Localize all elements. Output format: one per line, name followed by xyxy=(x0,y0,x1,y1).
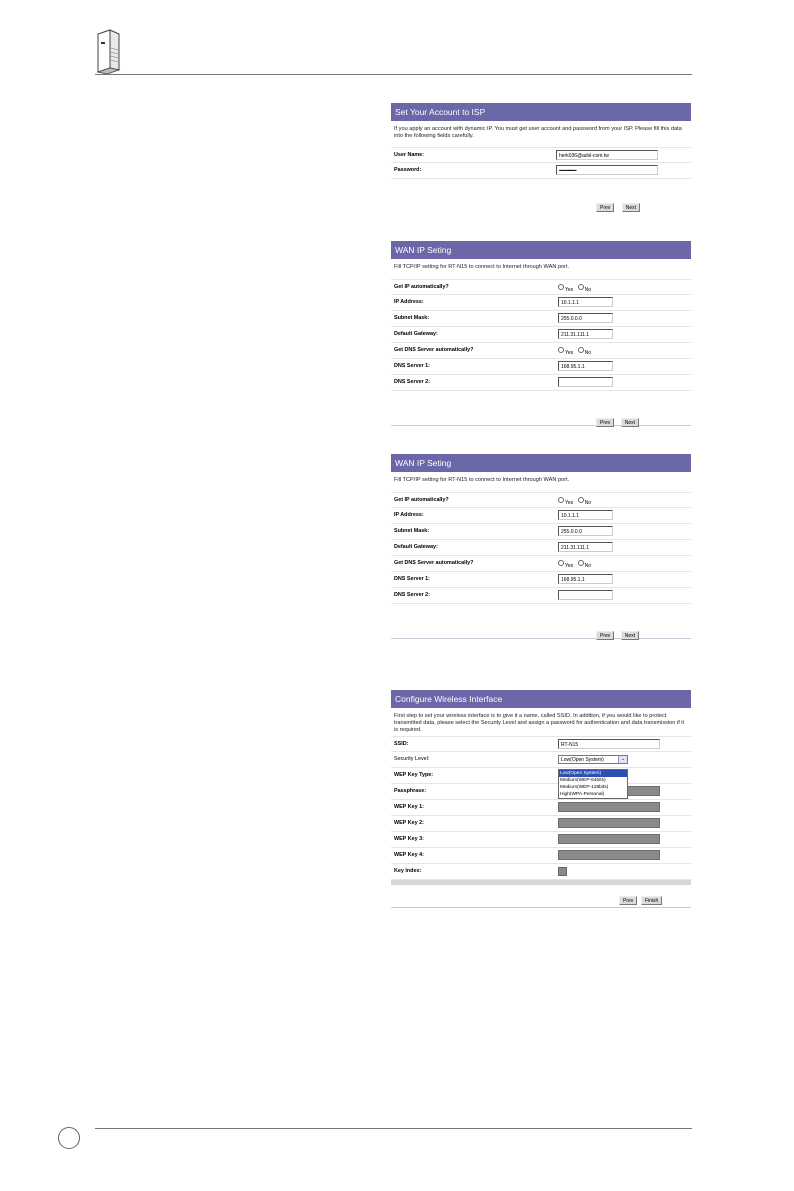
wep-key3-input xyxy=(558,834,660,844)
get-dns-no-radio[interactable]: No xyxy=(578,560,591,569)
radio-icon xyxy=(558,497,564,503)
key-index-select xyxy=(558,867,567,876)
get-ip-label: Get IP automatically? xyxy=(394,497,449,503)
ip-address-label: IP Address: xyxy=(394,512,424,518)
dropdown-option[interactable]: Medium(WEP-128bits) xyxy=(560,785,609,790)
panel-description: If you apply an account with dynamic IP. You must get user account and password from your ISP. Please fill this data into the following fields carefully. xyxy=(394,126,682,139)
subnet-mask-input[interactable]: 255.0.0.0 xyxy=(558,313,613,323)
next-button[interactable]: Next xyxy=(622,203,640,212)
wep-key2-label: WEP Key 2: xyxy=(394,820,424,826)
wan-ip-panel-2 xyxy=(391,454,691,639)
wep-key-type-label: WEP Key Type: xyxy=(394,772,434,778)
wep-key4-row xyxy=(391,848,691,864)
prev-button[interactable]: Prev xyxy=(596,203,614,212)
dns2-row xyxy=(391,375,691,391)
panel-description: First step to set your wireless interface is to give it a name, called SSID. In addition, if you would like to protect transmitted data, please select the Security Level and assign a password for authentication and data transmission if it is required. xyxy=(394,713,685,733)
subnet-mask-row xyxy=(391,524,691,540)
ip-address-row xyxy=(391,295,691,311)
chevron-down-icon[interactable]: ⌄ xyxy=(618,756,627,763)
get-dns-yes-radio[interactable]: Yes xyxy=(558,560,573,569)
dns2-label: DNS Server 2: xyxy=(394,592,430,598)
get-ip-label: Get IP automatically? xyxy=(394,284,449,290)
gateway-input[interactable]: 211.31.111.1 xyxy=(558,542,613,552)
radio-icon xyxy=(578,497,584,503)
username-label: User Name: xyxy=(394,152,424,158)
get-dns-no-radio[interactable]: No xyxy=(578,347,591,356)
username-row xyxy=(391,147,691,163)
radio-icon xyxy=(558,560,564,566)
dns1-label: DNS Server 1: xyxy=(394,576,430,582)
finish-button[interactable]: Finish xyxy=(641,896,662,905)
ip-address-input[interactable]: 10.1.1.1 xyxy=(558,297,613,307)
dns2-input[interactable] xyxy=(558,590,613,600)
get-ip-row xyxy=(391,492,691,508)
wep-key3-row xyxy=(391,832,691,848)
dropdown-option[interactable]: Medium(WEP-64bits) xyxy=(560,778,606,783)
gateway-row xyxy=(391,540,691,556)
gateway-label: Default Gateway: xyxy=(394,544,438,550)
panel-title: WAN IP Seting xyxy=(391,454,691,472)
username-input[interactable]: herk036@adsl-com.tw xyxy=(556,150,658,160)
panel-title: Configure Wireless Interface xyxy=(391,690,691,708)
password-row xyxy=(391,163,691,179)
dns2-row xyxy=(391,588,691,604)
get-dns-row xyxy=(391,343,691,359)
panel-description: Fill TCP/IP setting for RT-N15 to connect to Internet through WAN port. xyxy=(394,477,570,483)
subnet-mask-row xyxy=(391,311,691,327)
wan-ip-panel-1 xyxy=(391,241,691,426)
prev-button[interactable]: Prev xyxy=(596,418,614,427)
dropdown-option[interactable]: High(WPA-Personal) xyxy=(560,792,605,797)
radio-icon xyxy=(578,560,584,566)
passphrase-row xyxy=(391,784,691,800)
key-index-label: Key Index: xyxy=(394,868,422,874)
wep-key4-input xyxy=(558,850,660,860)
ip-address-row xyxy=(391,508,691,524)
radio-icon xyxy=(578,284,584,290)
ssid-label: SSID: xyxy=(394,741,409,747)
header-rule xyxy=(95,74,692,75)
isp-account-panel xyxy=(391,103,691,216)
ssid-input[interactable]: RT-N15 xyxy=(558,739,660,749)
page-number-circle xyxy=(58,1127,80,1149)
ip-address-label: IP Address: xyxy=(394,299,424,305)
prev-button[interactable]: Prev xyxy=(596,631,614,640)
password-label: Password: xyxy=(394,167,422,173)
dropdown-option[interactable]: Low(Open System) xyxy=(559,770,627,777)
dns2-input[interactable] xyxy=(558,377,613,387)
gateway-input[interactable]: 211.31.111.1 xyxy=(558,329,613,339)
button-bar xyxy=(391,895,691,908)
wep-key1-row xyxy=(391,800,691,816)
wep-key2-row xyxy=(391,816,691,832)
get-ip-no-radio[interactable]: No xyxy=(578,284,591,293)
dns1-input[interactable]: 168.95.1.1 xyxy=(558,361,613,371)
security-level-label: Security Level: xyxy=(394,756,430,762)
security-level-dropdown xyxy=(558,769,628,799)
key-index-row xyxy=(391,864,691,880)
dns1-row xyxy=(391,572,691,588)
router-logo xyxy=(92,28,126,74)
radio-icon xyxy=(578,347,584,353)
panel-description: Fill TCP/IP setting for RT-N15 to connect to Internet through WAN port. xyxy=(394,264,570,270)
get-dns-yes-radio[interactable]: Yes xyxy=(558,347,573,356)
get-ip-row xyxy=(391,279,691,295)
gateway-label: Default Gateway: xyxy=(394,331,438,337)
get-dns-label: Get DNS Server automatically? xyxy=(394,560,474,566)
wep-key3-label: WEP Key 3: xyxy=(394,836,424,842)
panel-footer-bar xyxy=(391,880,691,885)
ssid-row xyxy=(391,736,691,752)
panel-title: Set Your Account to ISP xyxy=(391,103,691,121)
wireless-panel xyxy=(391,690,691,908)
gateway-row xyxy=(391,327,691,343)
next-button[interactable]: Next xyxy=(621,631,639,640)
get-dns-row xyxy=(391,556,691,572)
get-ip-yes-radio[interactable]: Yes xyxy=(558,284,573,293)
footer-rule xyxy=(95,1128,692,1129)
radio-icon xyxy=(558,284,564,290)
dns1-label: DNS Server 1: xyxy=(394,363,430,369)
subnet-mask-label: Subnet Mask: xyxy=(394,528,430,534)
wep-key1-label: WEP Key 1: xyxy=(394,804,424,810)
security-level-row xyxy=(391,752,691,768)
subnet-mask-label: Subnet Mask: xyxy=(394,315,430,321)
panel-title: WAN IP Seting xyxy=(391,241,691,259)
wep-key-type-row xyxy=(391,768,691,784)
wep-key4-label: WEP Key 4: xyxy=(394,852,424,858)
ip-address-input[interactable]: 10.1.1.1 xyxy=(558,510,613,520)
get-ip-yes-radio[interactable]: Yes xyxy=(558,497,573,506)
subnet-mask-input[interactable]: 255.0.0.0 xyxy=(558,526,613,536)
password-input[interactable]: •••••••••••••••• xyxy=(556,165,658,175)
dns2-label: DNS Server 2: xyxy=(394,379,430,385)
radio-icon xyxy=(558,347,564,353)
get-ip-no-radio[interactable]: No xyxy=(578,497,591,506)
wep-key1-input xyxy=(558,802,660,812)
dns1-row xyxy=(391,359,691,375)
get-dns-label: Get DNS Server automatically? xyxy=(394,347,474,353)
dns1-input[interactable]: 168.95.1.1 xyxy=(558,574,613,584)
passphrase-label: Passphrase: xyxy=(394,788,427,794)
wep-key2-input xyxy=(558,818,660,828)
next-button[interactable]: Next xyxy=(621,418,639,427)
security-level-select[interactable]: Low(Open System) ⌄ xyxy=(558,755,628,764)
prev-button[interactable]: Prev xyxy=(619,896,637,905)
